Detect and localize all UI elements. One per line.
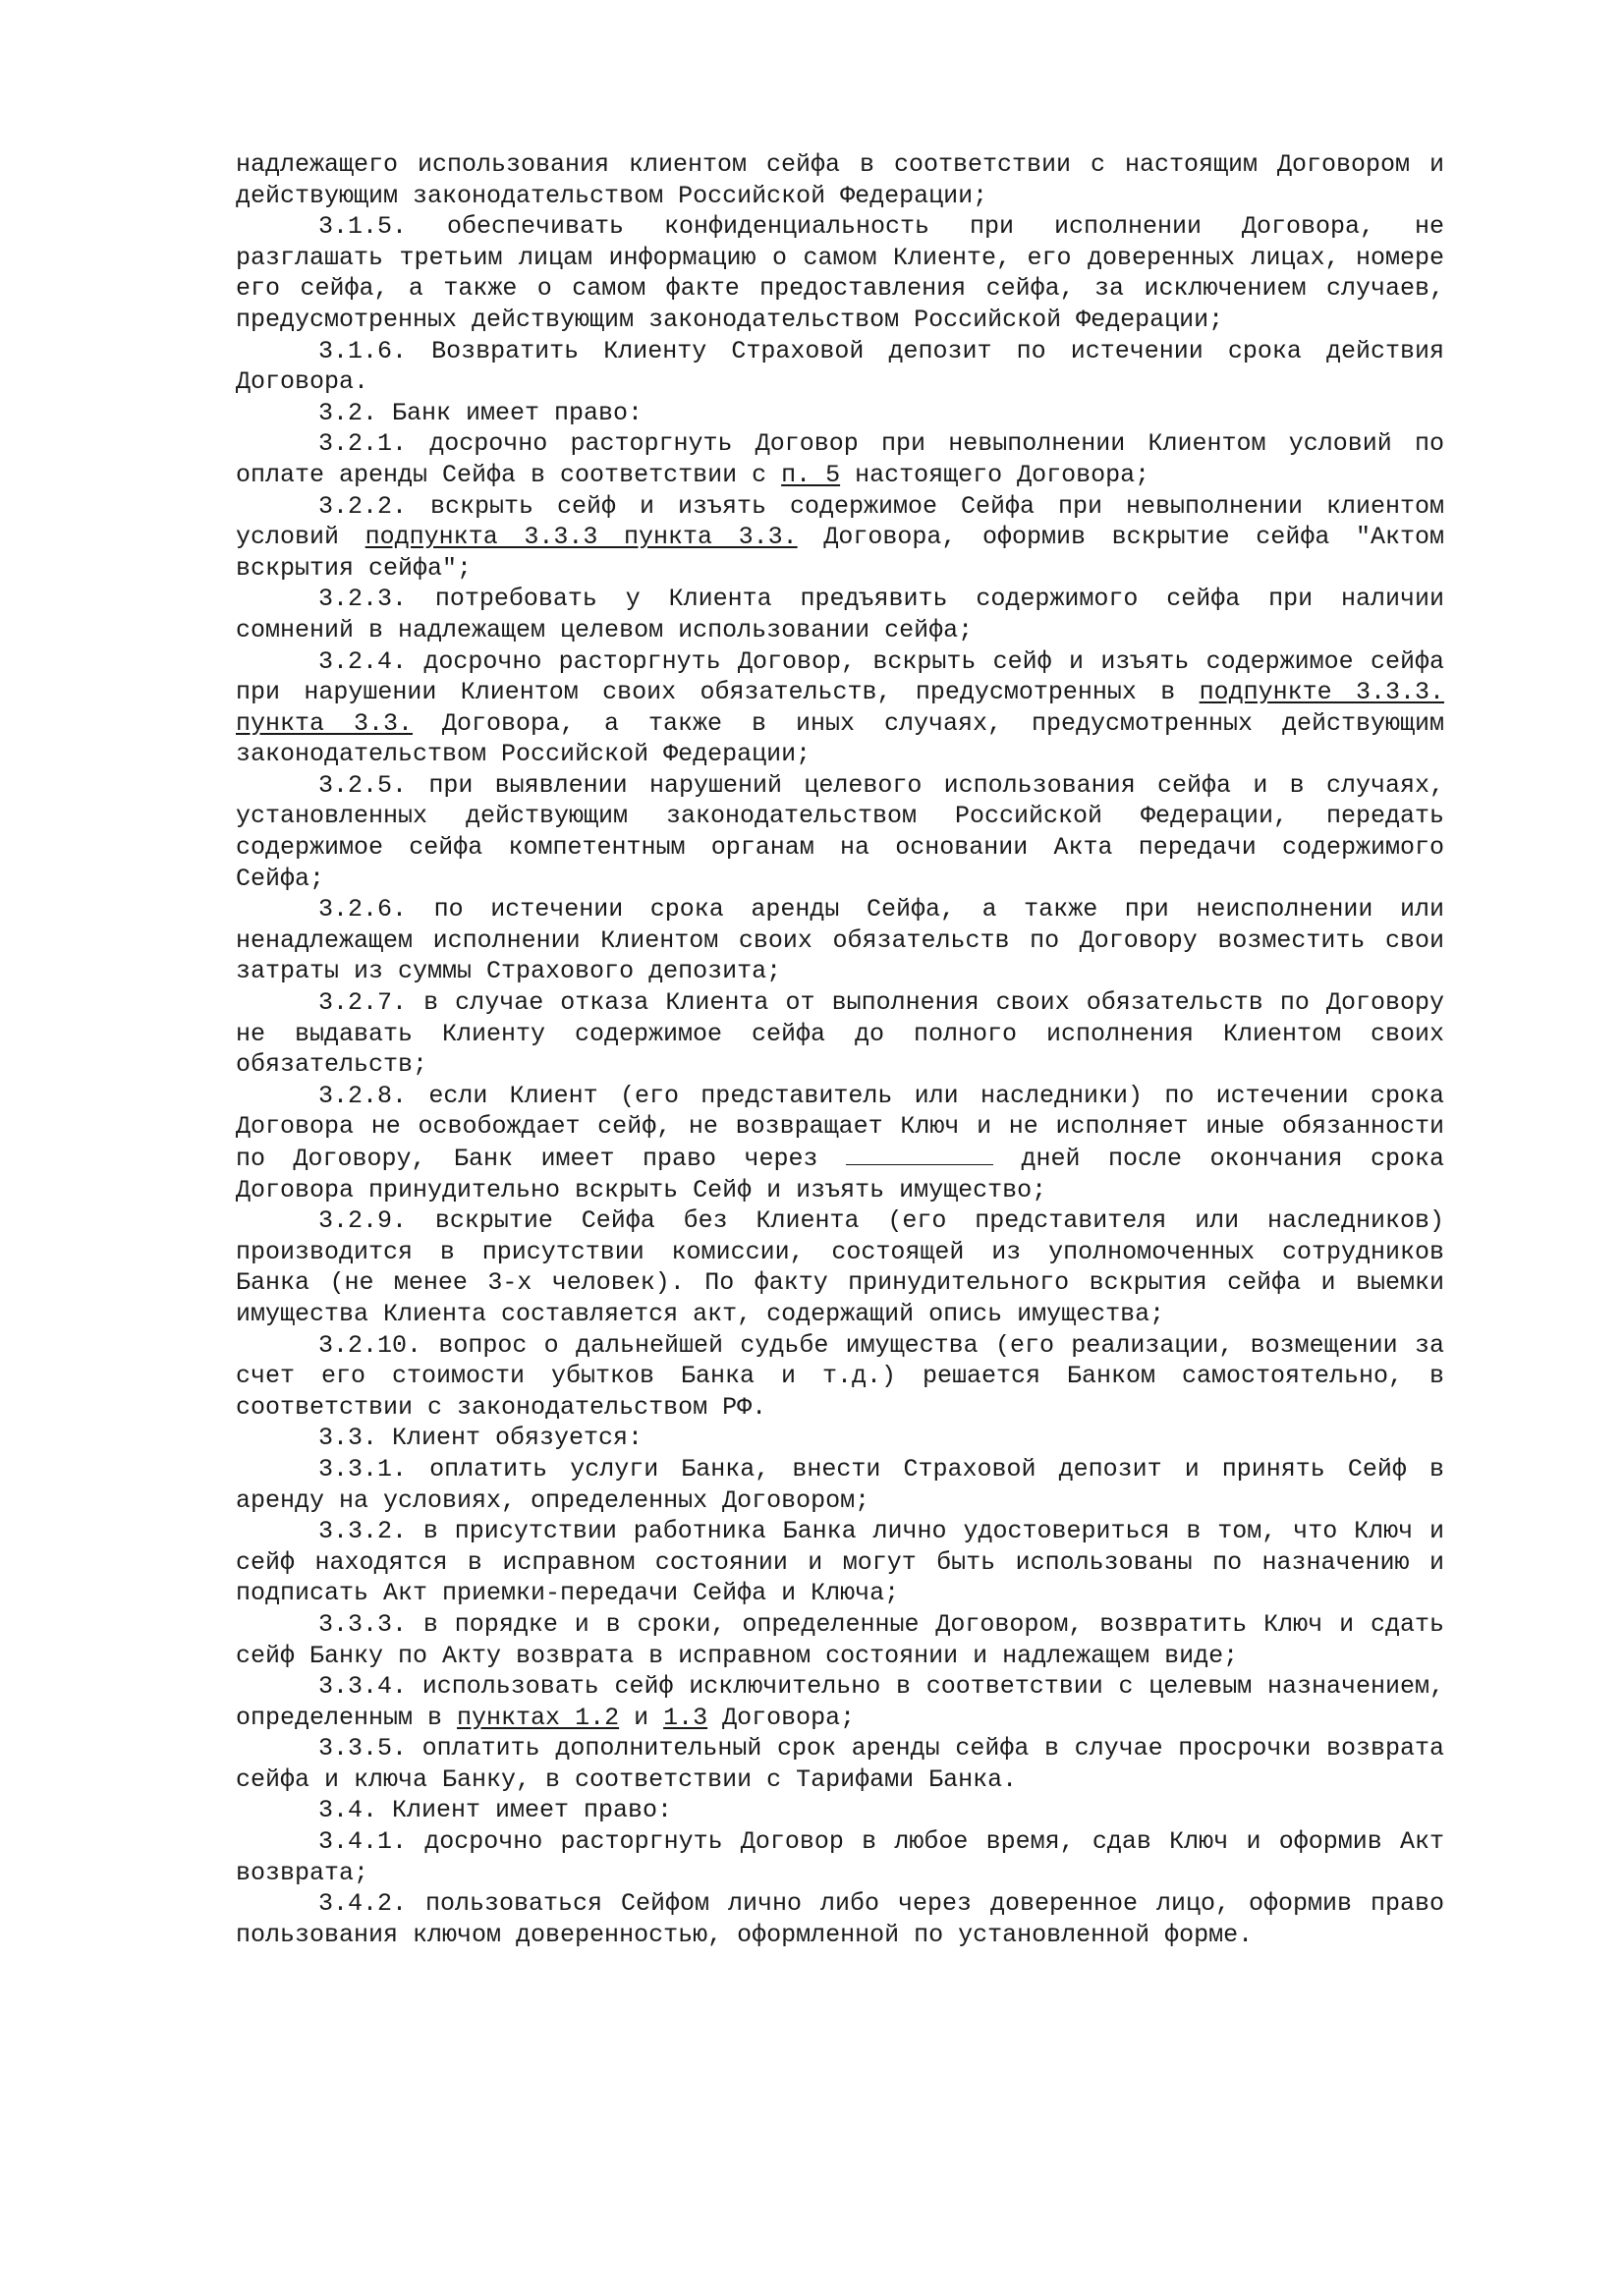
paragraph-3-3-1: 3.3.1. оплатить услуги Банка, внести Страховой депозит и принять Сейф в аренду на условиях, определенных Договором; (236, 1454, 1444, 1515)
text: и (619, 1703, 664, 1732)
heading-3-3: 3.3. Клиент обязуется: (318, 1424, 644, 1453)
paragraph-3-4-1: 3.4.1. досрочно расторгнуть Договор в любое время, сдав Ключ и оформив Акт возврата; (236, 1827, 1444, 1887)
paragraph-3-2-6: 3.2.6. по истечении срока аренды Сейфа, а также при неисполнении или ненадлежащем исполнении Клиентом своих обязательств по Договору возместить свои затраты из суммы Страхового депозита; (236, 895, 1444, 986)
paragraph-3-2-9: 3.2.9. вскрытие Сейфа без Клиента (его представителя или наследников) производится в присутствии комиссии, состоящей из уполномоченных сотрудников Банка (не менее 3-х человек). По факту принудительного вскрытия сейфа и выемки имущества Клиента составляется акт, содержащий опись имущества; (236, 1206, 1444, 1328)
cross-reference-link[interactable]: пунктах 1.2 (457, 1703, 620, 1732)
paragraph-3-2-7: 3.2.7. в случае отказа Клиента от выполнения своих обязательств по Договору не выдавать Клиенту содержимое сейфа до полного исполнения Клиентом своих обязательств; (236, 988, 1444, 1080)
paragraph-3-1-4-continuation: надлежащего использования клиентом сейфа в соответствии с настоящим Договором и действующим законодательством Российской Федерации; (236, 150, 1444, 210)
paragraph-3-2-2 (236, 491, 1444, 585)
paragraph-3-3-2: 3.3.2. в присутствии работника Банка лично удостовериться в том, что Ключ и сейф находятся в исправном состоянии и могут быть использованы по назначению и подписать Акт приемки-передачи Сейфа и Ключа; (236, 1517, 1444, 1608)
paragraph-3-2-10: 3.2.10. вопрос о дальнейшей судьбе имущества (его реализации, возмещении за счет его стоимости убытков Банка и т.д.) решается Банком самостоятельно, в соответствии с законодательством РФ. (236, 1330, 1444, 1422)
text: 3.2.8. если Клиент (его представитель или наследники) по истечении срока Договора не освобождает сейф, не возвращает Ключ и не исполняет иные обязанности по Договору, Банк имеет право через (236, 1081, 1444, 1173)
cross-reference-link[interactable]: подпункта 3.3.3 пункта 3.3. (364, 523, 798, 552)
paragraph-3-3-4 (236, 1671, 1444, 1733)
paragraph-3-4-2: 3.4.2. пользоваться Сейфом лично либо через доверенное лицо, оформив право пользования ключом доверенностью, оформленной по установленной форме. (236, 1889, 1444, 1949)
paragraph-3-3-5: 3.3.5. оплатить дополнительный срок аренды сейфа в случае просрочки возврата сейфа и ключа Банку, в соответствии с Тарифами Банка. (236, 1734, 1444, 1794)
heading-3-4: 3.4. Клиент имеет право: (318, 1796, 673, 1825)
text: 3.2.2. вскрыть сейф и изъять содержимое Сейфа при невыполнении клиентом условий (236, 491, 1444, 552)
paragraph-3-2-4 (236, 646, 1444, 770)
text: 3.2.4. досрочно расторгнуть Договор, вскрыть сейф и изъять содержимое сейфа при нарушении Клиентом своих обязательств, предусмотренных в (236, 646, 1444, 707)
cross-reference-link[interactable]: п. 5 (781, 460, 841, 489)
document-page (236, 149, 1444, 1950)
heading-3-2: 3.2. Банк имеет право: (318, 398, 644, 427)
paragraph-3-2-3: 3.2.3. потребовать у Клиента предъявить содержимого сейфа при наличии сомнений в надлежащем целевом использовании сейфа; (236, 585, 1444, 644)
text: 3.2.1. досрочно расторгнуть Договор при невыполнении Клиентом условий по оплате аренды Сейфа в соответствии с (236, 429, 1444, 489)
paragraph-3-2-8 (236, 1081, 1444, 1205)
text: настоящего Договора; (840, 460, 1150, 489)
text: Договора; (707, 1703, 856, 1732)
paragraph-3-1-6: 3.1.6. Возвратить Клиенту Страховой депозит по истечении срока действия Договора. (236, 336, 1444, 397)
paragraph-3-2-1 (236, 428, 1444, 490)
text: Договора, оформив вскрытие сейфа "Актом вскрытия сейфа"; (236, 523, 1444, 583)
text: Договора, а также в иных случаях, предусмотренных действующим законодательством Российской Федерации; (236, 708, 1445, 769)
days-blank-field[interactable] (846, 1143, 993, 1165)
paragraph-3-2-5: 3.2.5. при выявлении нарушений целевого использования сейфа и в случаях, установленных действующим законодательством Российской Федерации, передать содержимое сейфа компетентным органам на основании Акта передачи содержимого Сейфа; (236, 770, 1444, 893)
cross-reference-link[interactable]: подпункте 3.3.3. пункта 3.3. (236, 678, 1444, 738)
cross-reference-link[interactable]: 1.3 (663, 1703, 708, 1732)
text: дней после окончания срока Договора принудительно вскрыть Сейф и изъять имущество; (236, 1145, 1444, 1204)
paragraph-3-3-3: 3.3.3. в порядке и в сроки, определенные Договором, возвратить Ключ и сдать сейф Банку по Акту возврата в исправном состоянии и надлежащем виде; (236, 1609, 1444, 1670)
paragraph-3-1-5: 3.1.5. обеспечивать конфиденциальность при исполнении Договора, не разглашать третьим лицам информацию о самом Клиенте, его доверенных лицах, номере его сейфа, а также о самом факте предоставления сейфа, за исключением случаев, предусмотренных действующим законодательством Российской Федерации; (236, 212, 1444, 334)
text: 3.3.4. использовать сейф исключительно в соответствии с целевым назначением, определенным в (236, 1672, 1444, 1732)
